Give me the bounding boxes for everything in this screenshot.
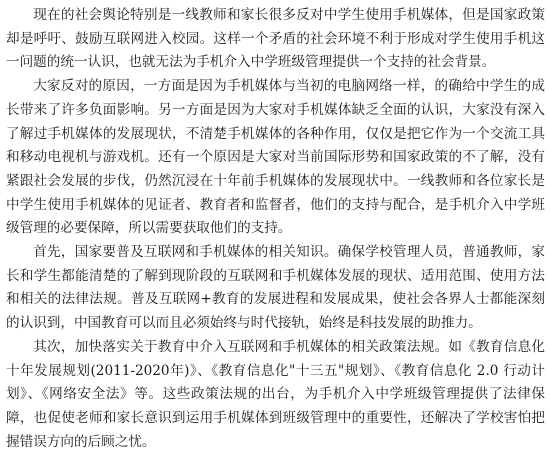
paragraph-social-opinion: 现在的社会舆论特别是一线教师和家长很多反对中学生使用手机媒体，但是国家政策却是呼吁、鼓励互联网进入校园。这样一个矛盾的社会环境不利于形成对学生使用手机这一问题的统一认识，也就无法为手机介入中学班级管理提供一个支持的社会背景。 <box>6 7 545 71</box>
paragraph-first-measure: 首先，国家要普及互联网和手机媒体的相关知识。确保学校管理人员，普通教师，家长和学生都能清楚的了解到现阶段的互联网和手机媒体发展的现状、适用范围、使用方法和相关的法律法规。普及互联网+教育的发展进程和发展成果，使社会各界人士都能深刻的认识到，中国教育可以而且必须始终与时代接轨，始终是科技发展的助推力。 <box>6 244 545 332</box>
paragraph-opposition-reasons: 大家反对的原因，一方面是因为手机媒体与当初的电脑网络一样，的确给中学生的成长带来了许多负面影响。另一方面是因为大家对手机媒体缺乏全面的认识，大家没有深入了解过手机媒体的发展现状，不清楚手机媒体的各种作用，仅仅是把它作为一个交流工具和移动电视机与游戏机。还有一个原因是大家对当前国际形势和国家政策的不了解，没有紧跟社会发展的步伐，仍然沉浸在十年前手机媒体的发展现状中。一线教师和各位家长是中学生使用手机媒体的见证者、教育者和监督者，他们的支持与配合，是手机介入中学班级管理的必要保障，所以需要获取他们的支持。 <box>6 78 545 237</box>
paragraph-second-measure: 其次，加快落实关于教育中介入互联网和手机媒体的相关政策法规。如《教育信息化十年发展规划(2011-2020年)》、《教育信息化"十三五"规划》、《教育信息化 2.0 行动计划》、《网络安全法》等。这些政策法规的出台，为手机介入中学班级管理提供了法律保障，也促使老师和家长意识到运用手机媒体到班级管理中的重要性，还解决了学校害怕把握错误方向的后顾之忧。 <box>6 338 545 450</box>
